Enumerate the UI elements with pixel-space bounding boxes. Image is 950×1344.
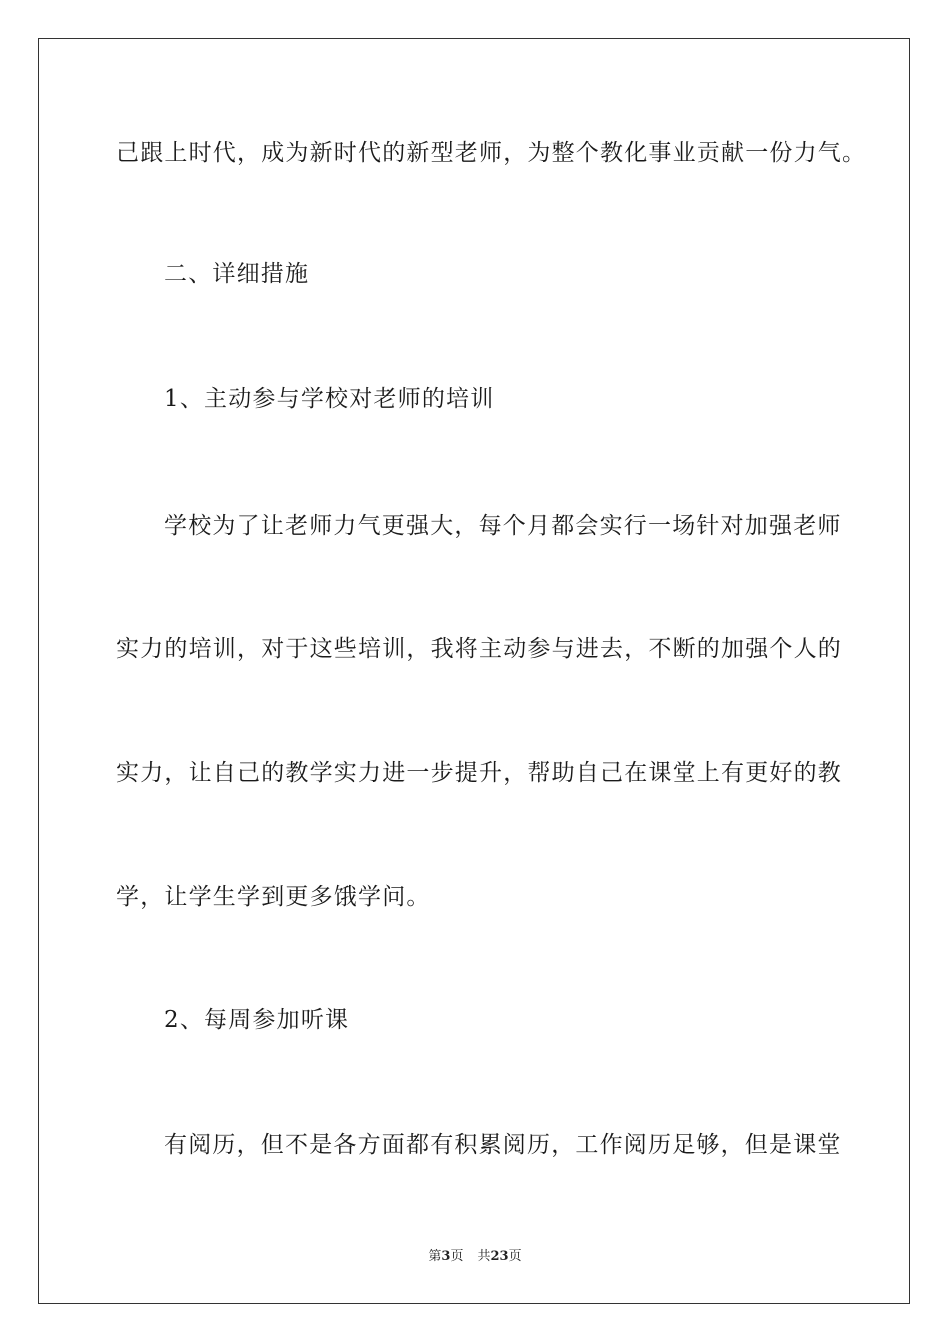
paragraph-line: 实力的培训，对于这些培训，我将主动参与进去，不断的加强个人的: [116, 636, 842, 662]
subsection-heading: 1、主动参与学校对老师的培训: [164, 386, 495, 412]
page-prefix: 第: [428, 1249, 442, 1264]
page-suffix: 页: [450, 1249, 464, 1264]
section-heading: 二、详细措施: [164, 261, 310, 287]
page-border: [38, 38, 910, 1304]
paragraph-line: 学校为了让老师力气更强大，每个月都会实行一场针对加强老师: [164, 513, 842, 539]
total-suffix: 页: [508, 1249, 522, 1264]
total-prefix: 共: [477, 1249, 491, 1264]
paragraph-line: 实力，让自己的教学实力进一步提升，帮助自己在课堂上有更好的教: [116, 760, 842, 786]
paragraph-line: 己跟上时代，成为新时代的新型老师，为整个教化事业贡献一份力气。: [116, 140, 867, 166]
paragraph-line: 学，让学生学到更多饿学问。: [116, 884, 431, 910]
total-pages: 23: [490, 1249, 509, 1264]
page-number: 3: [441, 1249, 451, 1264]
paragraph-line: 有阅历，但不是各方面都有积累阅历，工作阅历足够，但是课堂: [164, 1132, 842, 1158]
page-footer: [0, 1248, 950, 1266]
subsection-heading: 2、每周参加听课: [164, 1007, 350, 1033]
